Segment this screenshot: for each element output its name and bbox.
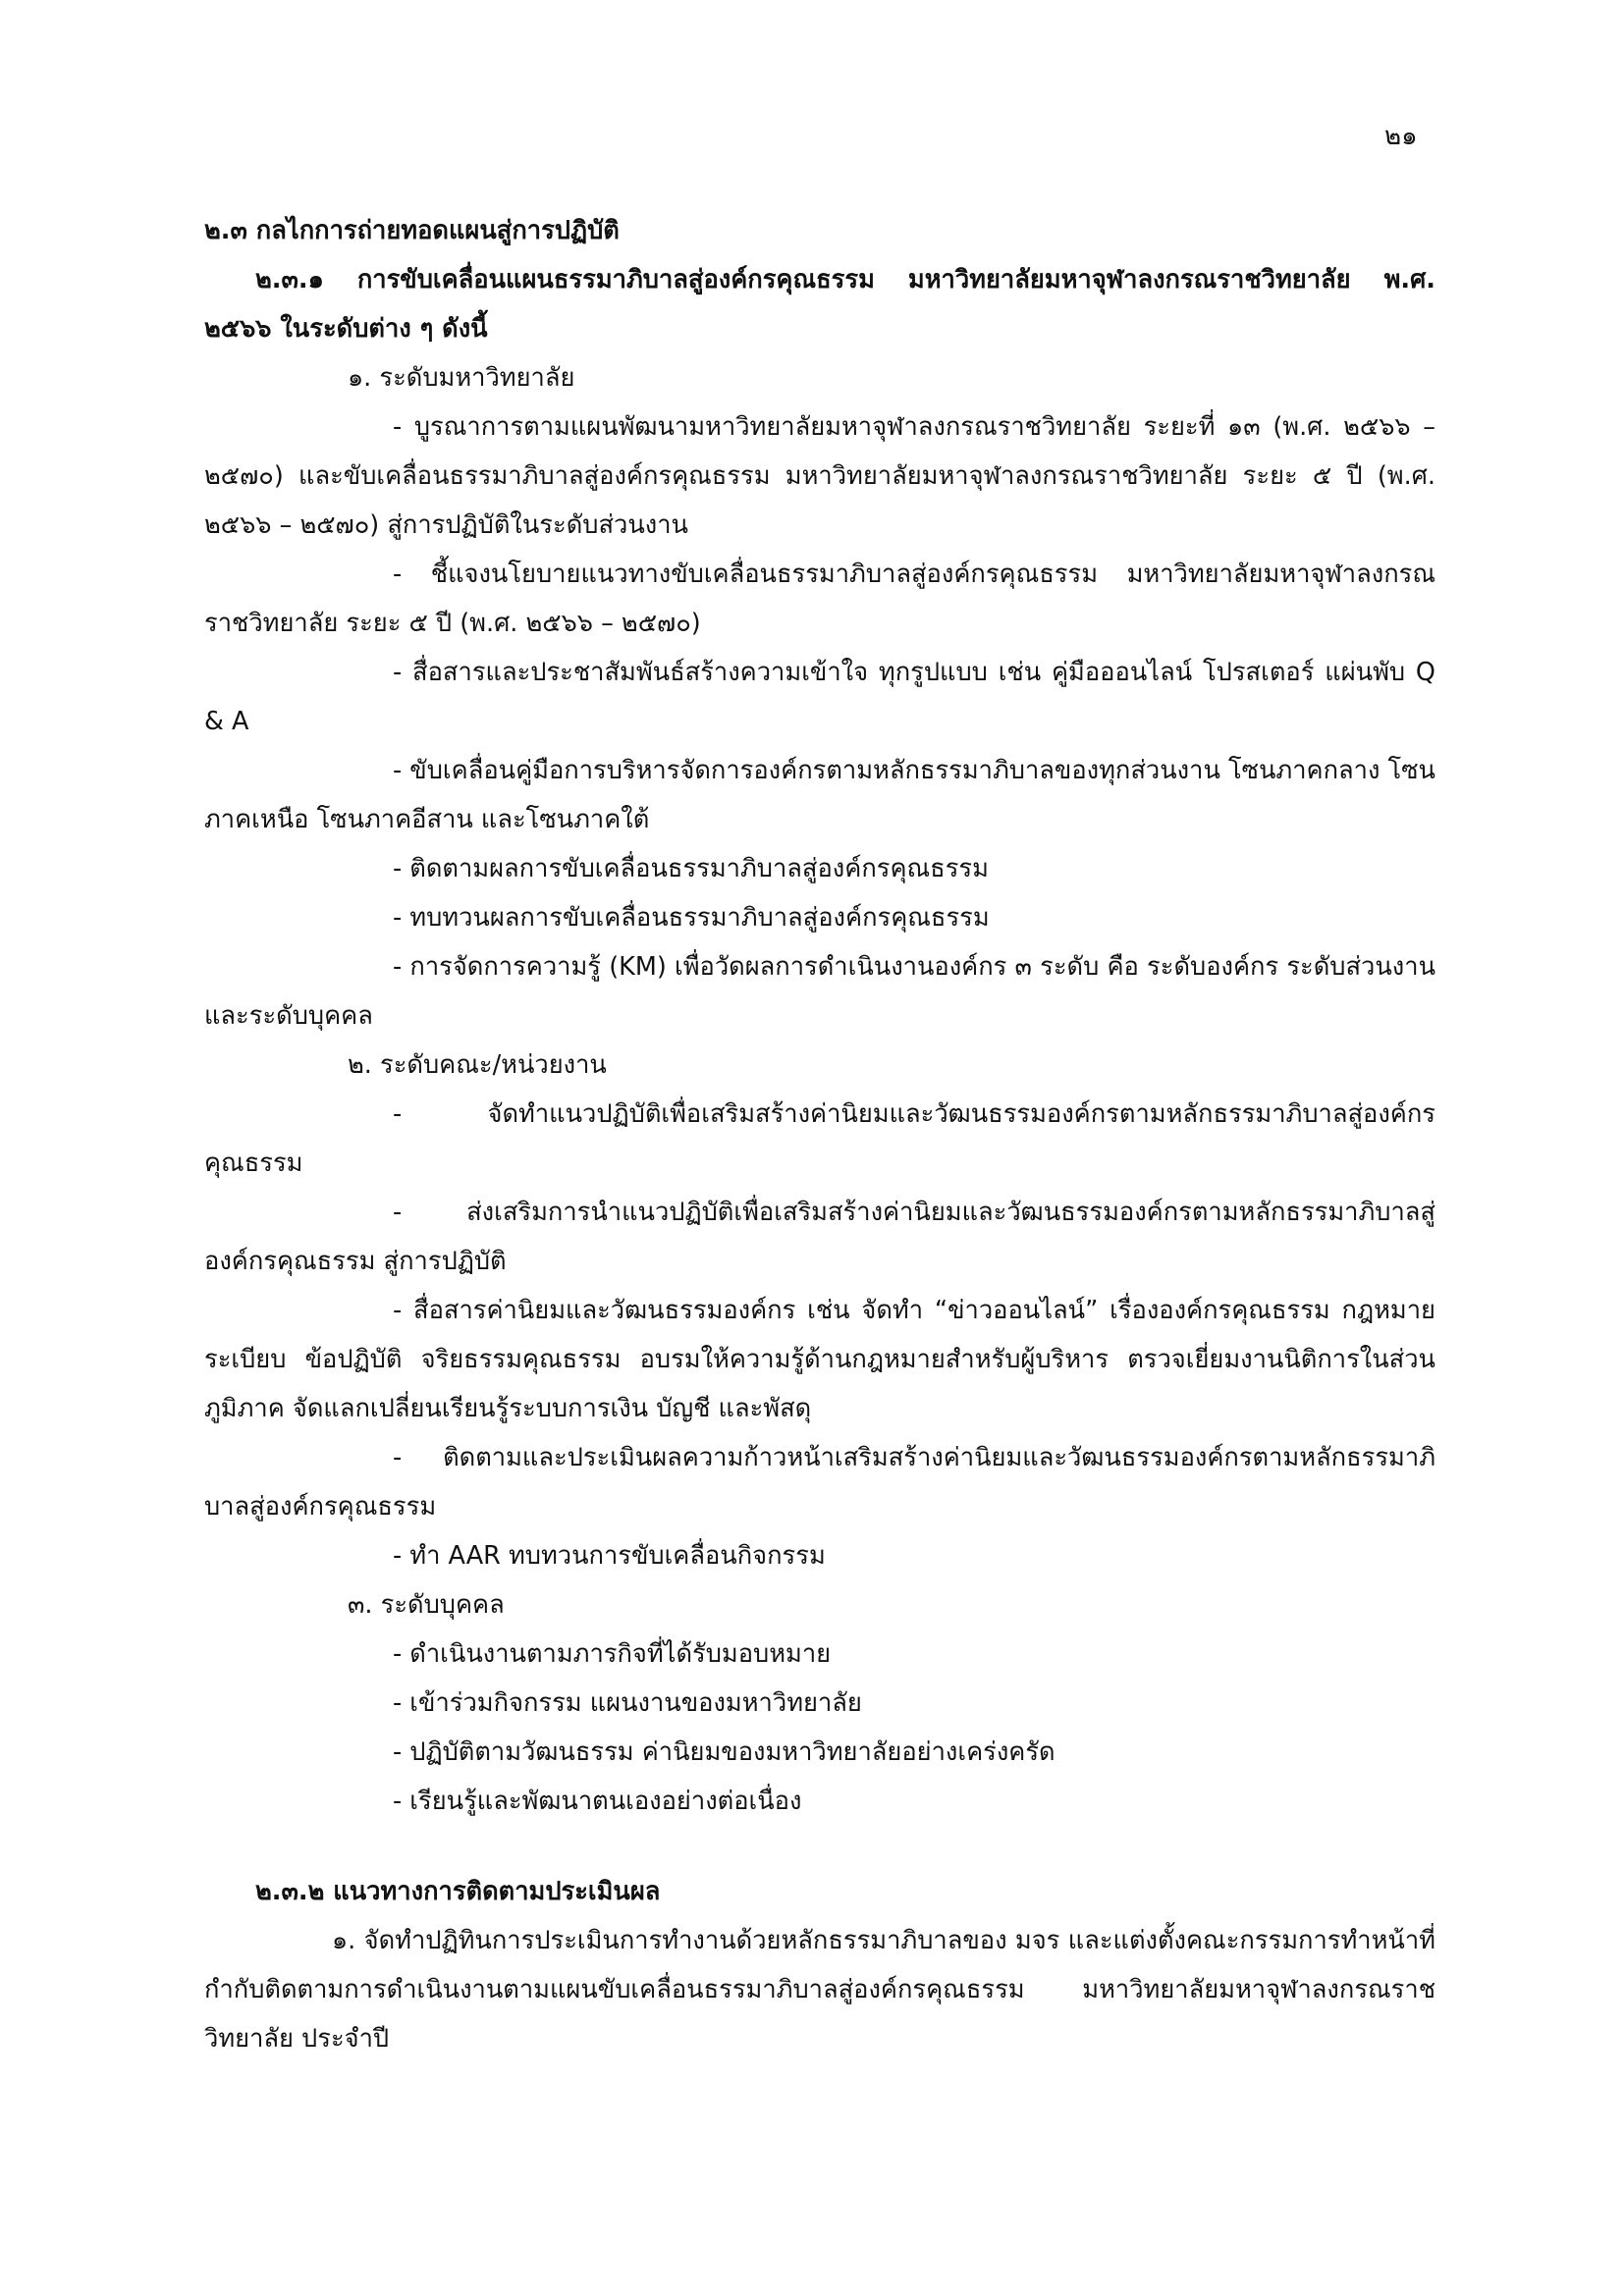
list-item: - ปฏิบัติตามวัฒนธรรม ค่านิยมของมหาวิทยาลัยอย่างเคร่งครัด: [393, 1737, 1056, 1767]
level-1-title: ๑. ระดับมหาวิทยาลัย: [348, 363, 575, 393]
list-item: - จัดทำแนวปฏิบัติเพื่อเสริมสร้างค่านิยมและวัฒนธรรมองค์กรตามหลักธรรมาภิบาลสู่องค์กรคุณธรรม: [204, 1099, 1435, 1178]
list-item: - เรียนรู้และพัฒนาตนเองอย่างต่อเนื่อง: [393, 1787, 802, 1816]
subsection-2-paragraph: ๑. จัดทำปฏิทินการประเมินการทำงานด้วยหลักธรรมาภิบาลของ มจร และแต่งตั้งคณะกรรมการทำหน้าที่กำกับติดตามการดำเนินงานตามแผนขับเคลื่อนธรรมาภิบาลสู่องค์กรคุณธรรม มหาวิทยาลัยมหาจุฬาลงกรณราชวิทยาลัย ประจำปี: [204, 1926, 1435, 2054]
subsection-2-title: ๒.๓.๒ แนวทางการติดตามประเมินผล: [255, 1877, 661, 1906]
level-1: [204, 353, 1435, 1041]
subsection-1-title: ๒.๓.๑ การขับเคลื่อนแผนธรรมาภิบาลสู่องค์กรคุณธรรม มหาวิทยาลัยมหาจุฬาลงกรณราชวิทยาลัย พ.ศ. ๒๕๖๖ ในระดับต่าง ๆ ดังนี้: [204, 265, 1435, 344]
list-item: - บูรณาการตามแผนพัฒนามหาวิทยาลัยมหาจุฬาลงกรณราชวิทยาลัย ระยะที่ ๑๓ (พ.ศ. ๒๕๖๖ – ๒๕๗๐) และขับเคลื่อนธรรมาภิบาลสู่องค์กรคุณธรรม มหาวิทยาลัยมหาจุฬาลงกรณราชวิทยาลัย ระยะ ๕ ปี (พ.ศ. ๒๕๖๖ – ๒๕๗๐) สู่การปฏิบัติในระดับส่วนงาน: [204, 412, 1435, 540]
section-title: ๒.๓ กลไกการถ่ายทอดแผนสู่การปฏิบัติ: [204, 216, 620, 245]
list-item: - ทบทวนผลการขับเคลื่อนธรรมาภิบาลสู่องค์กรคุณธรรม: [393, 903, 990, 933]
level-3: [204, 1580, 1435, 1826]
section-spacer: [204, 1826, 1435, 1867]
list-item: - ดำเนินงานตามภารกิจที่ได้รับมอบหมาย: [393, 1639, 832, 1669]
level-3-title: ๓. ระดับบุคคล: [348, 1590, 505, 1620]
level-2: [204, 1041, 1435, 1580]
level-2-title: ๒. ระดับคณะ/หน่วยงาน: [348, 1050, 607, 1080]
list-item: - ชี้แจงนโยบายแนวทางขับเคลื่อนธรรมาภิบาลสู่องค์กรคุณธรรม มหาวิทยาลัยมหาจุฬาลงกรณราชวิทยาลัย ระยะ ๕ ปี (พ.ศ. ๒๕๖๖ – ๒๕๗๐): [204, 560, 1435, 638]
list-item: - ติดตามผลการขับเคลื่อนธรรมาภิบาลสู่องค์กรคุณธรรม: [393, 854, 989, 883]
list-item: - สื่อสารและประชาสัมพันธ์สร้างความเข้าใจ ทุกรูปแบบ เช่น คู่มือออนไลน์ โปรสเตอร์ แผ่นพับ Q & A: [204, 658, 1435, 736]
list-item: - ส่งเสริมการนำแนวปฏิบัติเพื่อเสริมสร้างค่านิยมและวัฒนธรรมองค์กรตามหลักธรรมาภิบาลสู่องค์กรคุณธรรม สู่การปฏิบัติ: [204, 1198, 1435, 1276]
document-body: [204, 206, 1435, 2063]
list-item: - การจัดการความรู้ (KM) เพื่อวัดผลการดำเนินงานองค์กร ๓ ระดับ คือ ระดับองค์กร ระดับส่วนงาน และระดับบุคคล: [204, 952, 1435, 1031]
page-number: ๒๑: [1384, 122, 1418, 151]
list-item: - ขับเคลื่อนคู่มือการบริหารจัดการองค์กรตามหลักธรรมาภิบาลของทุกส่วนงาน โซนภาคกลาง โซนภาคเหนือ โซนภาคอีสาน และโซนภาคใต้: [204, 756, 1435, 834]
list-item: - ทำ AAR ทบทวนการขับเคลื่อนกิจกรรม: [393, 1541, 826, 1571]
list-item: - เข้าร่วมกิจกรรม แผนงานของมหาวิทยาลัย: [393, 1688, 862, 1718]
list-item: - ติดตามและประเมินผลความก้าวหน้าเสริมสร้างค่านิยมและวัฒนธรรมองค์กรตามหลักธรรมาภิบาลสู่องค์กรคุณธรรม: [204, 1443, 1435, 1522]
list-item: - สื่อสารค่านิยมและวัฒนธรรมองค์กร เช่น จัดทำ “ข่าวออนไลน์” เรื่ององค์กรคุณธรรม กฎหมาย ระเบียบ ข้อปฏิบัติ จริยธรรมคุณธรรม อบรมให้ความรู้ด้านกฎหมายสำหรับผู้บริหาร ตรวจเยี่ยมงานนิติการในส่วนภูมิภาค จัดแลกเปลี่ยนเรียนรู้ระบบการเงิน บัญชี และพัสดุ: [204, 1296, 1435, 1423]
